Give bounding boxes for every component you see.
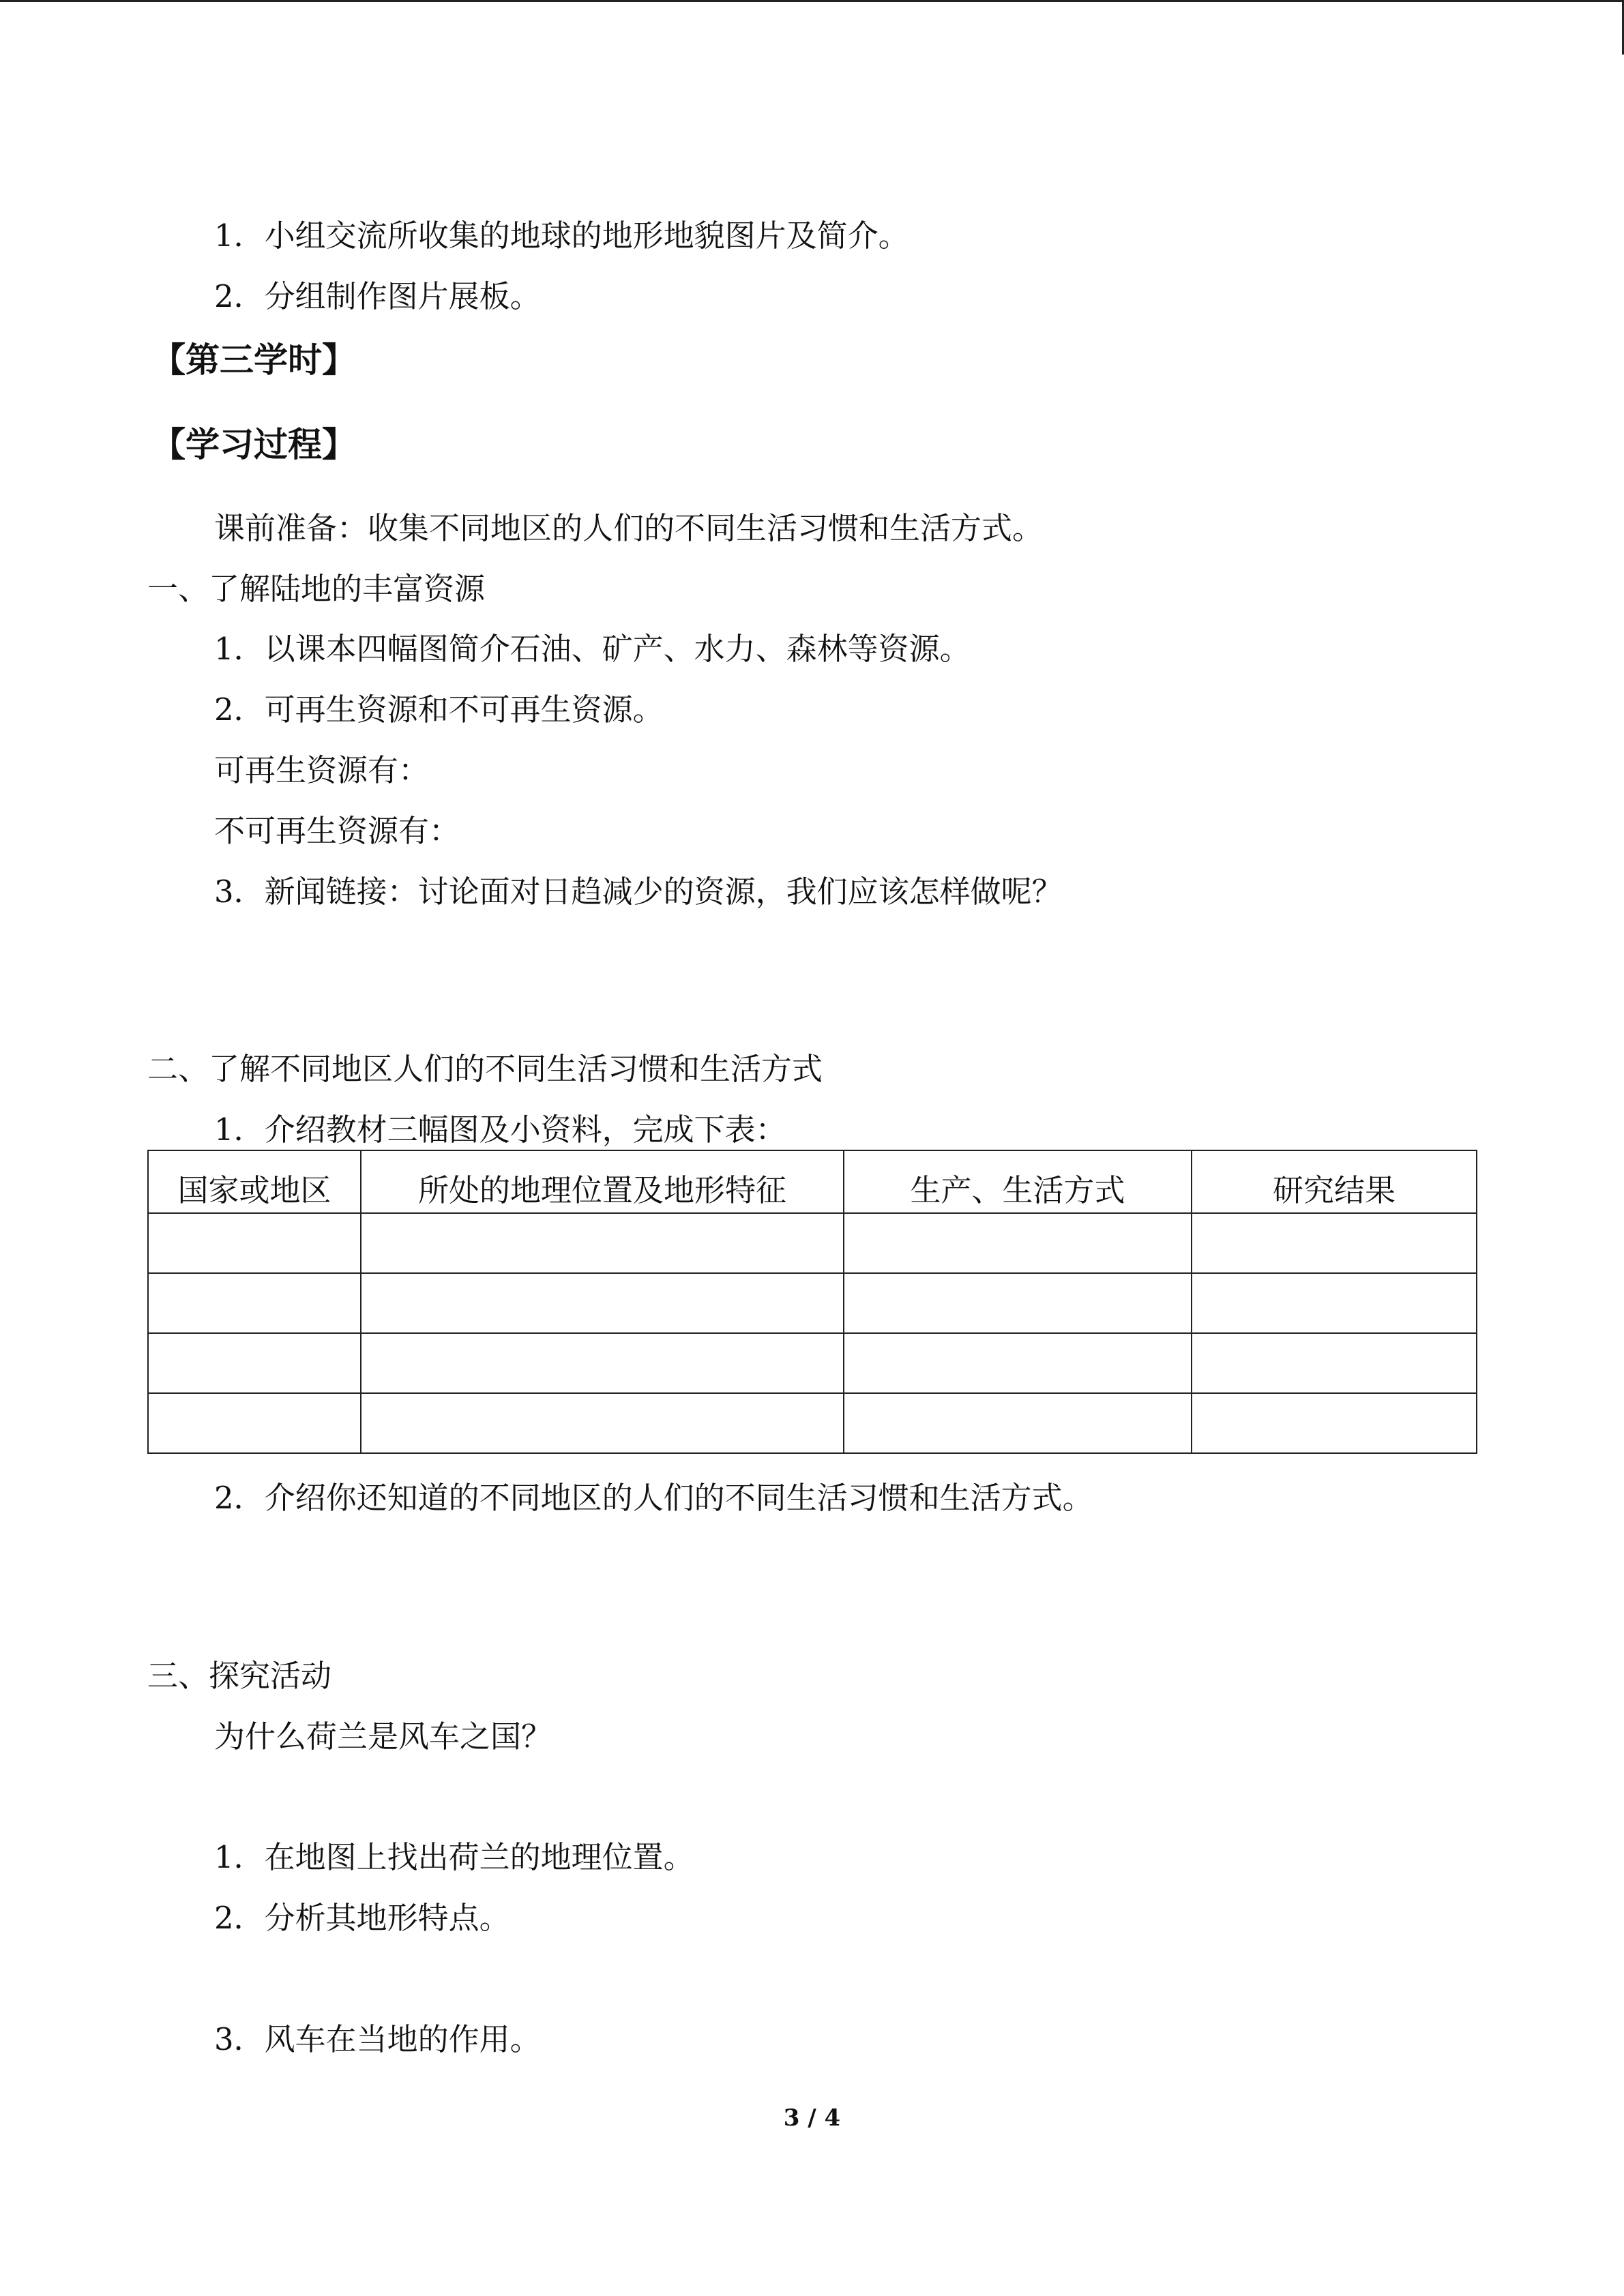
table-row	[148, 1393, 1477, 1453]
text-line: 1．小组交流所收集的地球的地形地貌图片及简介。	[214, 218, 909, 254]
text-line: 可再生资源有：	[214, 752, 430, 788]
section-title: 二、了解不同地区人们的不同生活习惯和生活方式	[147, 1051, 823, 1087]
text-line: 2．介绍你还知道的不同地区的人们的不同生活习惯和生活方式。	[214, 1480, 1093, 1516]
text-line: 3．新闻链接：讨论面对日趋减少的资源，我们应该怎样做呢？	[214, 874, 1063, 910]
text-line: 1．以课本四幅图简介石油、矿产、水力、森林等资源。	[214, 631, 971, 667]
table-header-cell: 所处的地理位置及地形特征	[361, 1150, 844, 1213]
research-table	[147, 1150, 1477, 1454]
text-line: 3．风车在当地的作用。	[214, 2021, 541, 2057]
text-line: 2．分析其地形特点。	[214, 1900, 510, 1936]
section-heading: 【第三学时】	[151, 340, 356, 380]
table-header-cell: 生产、生活方式	[844, 1150, 1192, 1213]
table-header-row	[148, 1150, 1477, 1213]
text-line: 2．分组制作图片展板。	[214, 278, 541, 314]
table-cell[interactable]	[361, 1273, 844, 1333]
table-cell[interactable]	[844, 1393, 1192, 1453]
text-line: 1．介绍教材三幅图及小资料，完成下表：	[214, 1112, 786, 1148]
table-row	[148, 1273, 1477, 1333]
text-line: 为什么荷兰是风车之国？	[214, 1718, 552, 1755]
page-top-border	[0, 0, 1624, 2]
table-cell[interactable]	[361, 1213, 844, 1273]
table-cell[interactable]	[361, 1333, 844, 1393]
table-cell[interactable]	[844, 1213, 1192, 1273]
section-title: 一、了解陆地的丰富资源	[147, 571, 486, 607]
table-cell[interactable]	[1192, 1273, 1477, 1333]
table-header-cell: 研究结果	[1192, 1150, 1477, 1213]
table-row	[148, 1333, 1477, 1393]
text-line: 不可再生资源有：	[214, 813, 460, 849]
table-cell[interactable]	[1192, 1333, 1477, 1393]
text-line: 课前准备：收集不同地区的人们的不同生活习惯和生活方式。	[214, 510, 1044, 546]
table-cell[interactable]	[844, 1273, 1192, 1333]
table-cell[interactable]	[148, 1333, 361, 1393]
table-cell[interactable]	[1192, 1393, 1477, 1453]
table-cell[interactable]	[148, 1273, 361, 1333]
table-cell[interactable]	[148, 1393, 361, 1453]
section-heading: 【学习过程】	[151, 425, 356, 464]
table-header-cell: 国家或地区	[148, 1150, 361, 1213]
text-line: 2．可再生资源和不可再生资源。	[214, 691, 664, 728]
table-cell[interactable]	[148, 1213, 361, 1273]
table-cell[interactable]	[361, 1393, 844, 1453]
section-title: 三、探究活动	[147, 1658, 332, 1694]
table-cell[interactable]	[1192, 1213, 1477, 1273]
text-line: 1．在地图上找出荷兰的地理位置。	[214, 1839, 694, 1875]
table-cell[interactable]	[844, 1333, 1192, 1393]
table-row	[148, 1213, 1477, 1273]
page-number: 3 / 4	[783, 2104, 841, 2132]
